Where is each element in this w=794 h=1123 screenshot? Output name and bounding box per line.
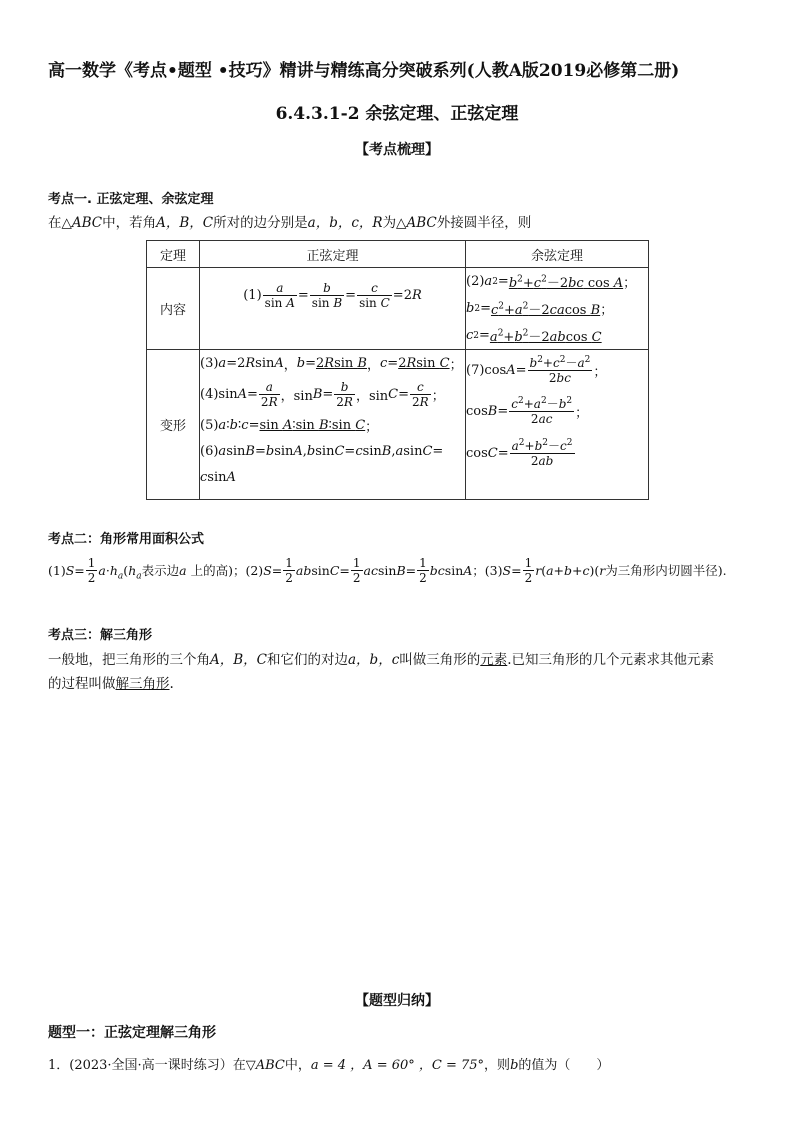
theorem-table — [146, 240, 649, 500]
sine-law-transform: (3) a =2 R sin A ， b = 2Rsin B ， c = 2Rsin C ； (4)sin A = $\frac{a}{2R}$ ，sin B = $\frac{b}{2R}$ ，sin C = $\frac{c}{2R}$ ； (5) a ∶ b ∶ c = sin A∶sin B∶sin C ； (6) a sin B = b sin A , b sin C = c sin B , a sin C = c sin A — [200, 350, 466, 500]
cosine-law-content: (2) a 2 = $b^2+c^2-2bc$ cos A ； b 2 = $c^2+a^2-2cacos$ B ； c 2 = $a^2+b^2-2abcos$ C — [466, 268, 649, 350]
sine-law-content: (1) $\frac{a}{\text{sin A}}$ = $\frac{b}{\text{sin B}}$ = $\frac{c}{\text{sin C}}$ =2 R — [200, 268, 466, 350]
tixing-heading: 【题型归纳】 — [355, 993, 439, 1009]
question-1: 1．(2023·全国·高一课时练习）在▽ABC中，a = 4 ，A = 60° ，C = 75°，则b的值为（ ） — [48, 1058, 610, 1073]
col-header-sine: 正弦定理 — [200, 241, 466, 268]
row-label-transform: 变形 — [147, 350, 200, 500]
col-header-theorem: 定理 — [147, 241, 200, 268]
kaodian3-title: 考点三：解三角形 — [48, 628, 153, 643]
tixing1-title: 题型一：正弦定理解三角形 — [48, 1025, 216, 1041]
area-formulas: (1) S = $\frac{1}{2}$ a · $h_a$ ( $h_a$ 表示边 a 上的高)； (2) S = $\frac{1}{2}$ ab sin C = $\frac{1}{2}$ ac sin B = $\frac{1}{2}$ bc sin A ；(3) S = $\frac{1}{2}$ r ( a + b + c )( r 为三角形内切圆半径). — [48, 555, 727, 585]
series-title: 高一数学《考点•题型 •技巧》精讲与精练高分突破系列(人教A版2019必修第二册) — [48, 61, 680, 81]
cosine-law-transform: (7)cos A = $\frac{b^2+c^2-a^2}{2bc}$ ； cos B = $\frac{c^2+a^2-b^2}{2ac}$ ； cos C = $\frac{a^2+b^2-c^2}{2ab}$ — [466, 350, 649, 500]
kaodian2-title: 考点二：角形常用面积公式 — [48, 532, 205, 547]
kaodian1-intro: 在△ABC中，若角A，B，C所对的边分别是a，b，c，R为△ABC外接圆半径，则 — [48, 215, 532, 231]
kaodian-heading: 【考点梳理】 — [355, 142, 439, 158]
lesson-title: 6.4.3.1-2 余弦定理、正弦定理 — [275, 104, 519, 124]
col-header-cosine: 余弦定理 — [466, 241, 649, 268]
row-label-content: 内容 — [147, 268, 200, 350]
kaodian3-para: 一般地，把三角形的三个角A，B，C和它们的对边a，b，c叫做三角形的元素.已知三角形的几个元素求其他元素 的过程叫做解三角形. — [48, 652, 715, 692]
kaodian1-title: 考点一. 正弦定理、余弦定理 — [48, 192, 214, 207]
